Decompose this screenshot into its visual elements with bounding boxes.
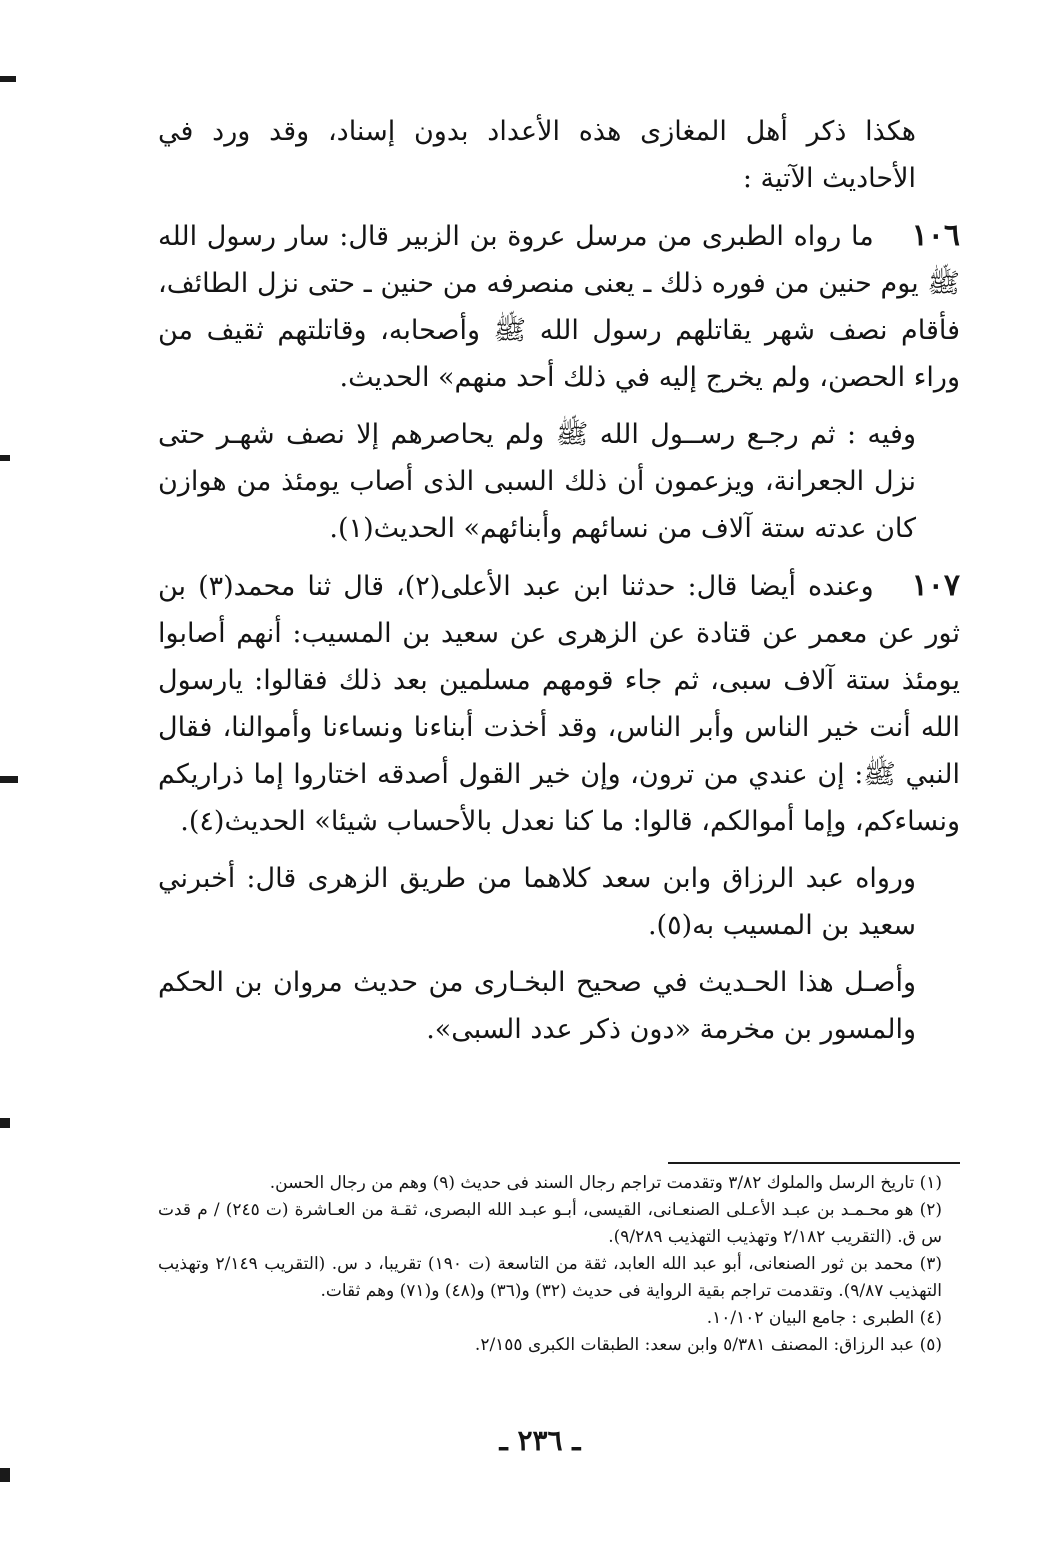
- intro-paragraph: هكذا ذكر أهل المغازى هذه الأعداد بدون إسناد، وقد ورد في الأحاديث الآتية :: [158, 116, 916, 194]
- hadith-text: ما رواه الطبرى من مرسل عروة بن الزبير قال: سار رسول الله ﷺ يوم حنين من فوره ذلك ـ يعنى منصرفه من حنين ـ حتى نزل الطائف، فأقام نصف شهر يقاتلهم رسول الله ﷺ وأصحابه، وقاتلتهم ثقيف من وراء الحصن، ولم يخرج إليه في ذلك أحد منهم» الحديث.: [158, 221, 960, 393]
- footnote-separator: [668, 1162, 960, 1164]
- scan-edge-mark: [0, 1118, 10, 1128]
- hadith-107: [158, 562, 960, 845]
- hadith-107-asl: وأصـل هذا الحـديث في صحيح البخـارى من حديث مروان بن الحكم والمسور بن مخرمة «دون ذكر عدد السبى».: [158, 967, 916, 1045]
- hadith-text: وعنده أيضا قال: حدثنا ابن عبد الأعلى(٢)، قال ثنا محمد(٣) بن ثور عن معمر عن قتادة عن الزهرى عن سعيد بن المسيب: أنهم أصابوا يومئذ ستة آلاف سبى، ثم جاء قومهم مسلمين بعد ذلك فقالوا: يارسول الله أنت خير الناس وأبر الناس، وقد أخذت أبناءنا ونساءنا وأموالنا، فقال النبي ﷺ: إن عندي من ترون، وإن خير القول أصدقه اختاروا إما ذراريكم ونساءكم، وإما أموالكم، قالوا: ما كنا نعدل بالأحساب شيئا» الحديث(٤).: [158, 571, 960, 837]
- footnote-2: (٢) هو محـمـد بن عبـد الأعـلى الصنعـانى، القيسى، أبـو عبـد الله البصرى، ثقـة من العـاشرة (ت ٢٤٥) / م قدت س ق. (التقريب ٢/١٨٢ وتهذيب التهذيب ٩/٢٨٩).: [158, 1200, 942, 1247]
- main-text: [158, 108, 960, 1063]
- footnote-1: (١) تاريخ الرسل والملوك ٣/٨٢ وتقدمت تراجم رجال السند فى حديث (٩) وهم من رجال الحسن.: [269, 1173, 942, 1193]
- scan-edge-mark: [0, 776, 18, 783]
- page-number: ـ ٢٣٦ ـ: [499, 1424, 581, 1457]
- hadith-106: [158, 212, 960, 401]
- hadith-number: ١٠٧: [911, 568, 961, 603]
- hadith-106-continuation: وفيه : ثم رجـع رســول الله ﷺ ولم يحاصرهم إلا نصف شهـر حتى نزل الجعرانة، ويزعمون أن ذلك السبى الذى أصاب يومئذ من هوازن كان عدته ستة آلاف من نسائهم وأبنائهم» الحديث(١).: [158, 419, 916, 544]
- scan-edge-mark: [0, 455, 10, 461]
- scan-edge-mark: [0, 76, 16, 82]
- footnote-5: (٥) عبد الرزاق: المصنف ٥/٣٨١ وابن سعد: الطبقات الكبرى ٢/١٥٥.: [474, 1335, 942, 1355]
- footnote-4: (٤) الطبرى : جامع البيان ١٠/١٠٢.: [706, 1308, 942, 1328]
- hadith-number: ١٠٦: [911, 218, 960, 253]
- scan-edge-mark: [0, 1468, 10, 1482]
- hadith-107-riwaya: ورواه عبد الرزاق وابن سعد كلاهما من طريق الزهرى قال: أخبرني سعيد بن المسيب به(٥).: [158, 863, 916, 941]
- footnote-3: (٣) محمد بن ثور الصنعانى، أبو عبد الله العابد، ثقة من التاسعة (ت ١٩٠) تقريبا، د س. (التقريب ٢/١٤٩ وتهذيب التهذيب ٩/٨٧). وتقدمت تراجم بقية الرواية فى حديث (٣٢) و(٣٦) و(٤٨) و(٧١) وهم ثقات.: [158, 1254, 943, 1301]
- footnotes: [158, 1170, 960, 1359]
